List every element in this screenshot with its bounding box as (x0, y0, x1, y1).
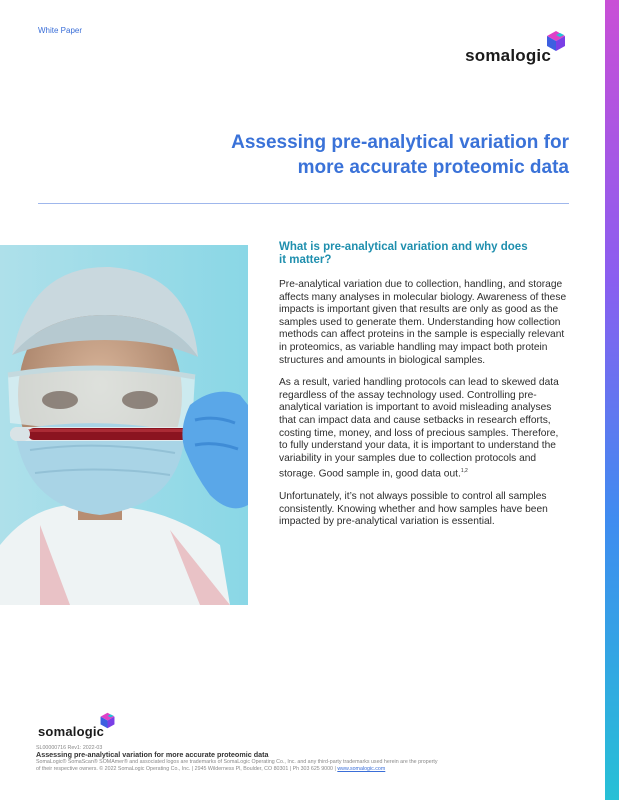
page-title (149, 130, 569, 180)
legal-line-2 (36, 766, 576, 772)
legal-line-2-text: of their respective owners. © 2022 SomaLogic Operating Co., Inc. | 2945 Wilderness Pl, Boulder, CO 80301 | Ph 303 625 9000 | (36, 765, 336, 772)
logo-cube-icon (545, 30, 567, 52)
website-link[interactable]: www.somalogic.com (337, 765, 386, 772)
section-heading (279, 241, 569, 267)
title-line-2: more accurate proteomic data (297, 157, 569, 178)
gradient-side-bar (605, 0, 619, 800)
section-heading-line-1: What is pre-analytical variation and why does (279, 241, 528, 253)
footer-logo-wordmark: somalogic (38, 724, 105, 739)
title-line-1: Assessing pre-analytical variation for (231, 132, 569, 153)
photo-illustration (0, 245, 248, 605)
paragraph-2-text: As a result, varied handling protocols can lead to skewed data regardless of the assay technology used. Controlling pre-analytical variation is important to avoid misleading analyses that can impact data and cause setbacks in research efforts, costing time, money, and loss of precious samples. Therefore, to fully understand your data, it is important to understand the variability in your samples due to collection protocols and storage. Good sample in, good data out. (279, 377, 559, 480)
lab-technician-photo (0, 245, 248, 605)
footer (36, 745, 576, 772)
document-id: SL00000716 Rev1: 2022-03 (36, 745, 103, 751)
paragraph-1: Pre-analytical variation due to collection, handling, and storage affects many analyses in molecular biology. Awareness of these impacts is important given that results are only as good as the samples used to generate them. Understanding how collection methods can affect proteins in the sample is especially relevant in proteomics, as variable handling may impact both protein structures and amounts in biological samples. (279, 279, 567, 366)
legal-line-1: SomaLogic® SomaScan® SOMAmer® and associated logos are trademarks of SomaLogic Operating Co., Inc. and any third-party trademarks used herein are the property (36, 759, 438, 766)
footer-logo-cube-icon (99, 712, 116, 729)
paragraph-2 (279, 377, 569, 481)
footer-logo[interactable] (38, 712, 116, 739)
footer-document-title: Assessing pre-analytical variation for more accurate proteomic data (36, 750, 269, 760)
main-content (279, 241, 569, 539)
paragraph-3: Unfortunately, it’s not always possible to control all samples consistently. Knowing whether and how samples have been impacted by pre-analytical variation is essential. (279, 491, 548, 528)
logo-wordmark: somalogic (465, 46, 551, 65)
citation-superscript: 1,2 (460, 468, 468, 475)
header-logo[interactable] (465, 30, 567, 66)
section-heading-line-2: it matter? (279, 254, 332, 266)
title-divider (38, 203, 569, 204)
document-type-label: White Paper (38, 26, 83, 35)
